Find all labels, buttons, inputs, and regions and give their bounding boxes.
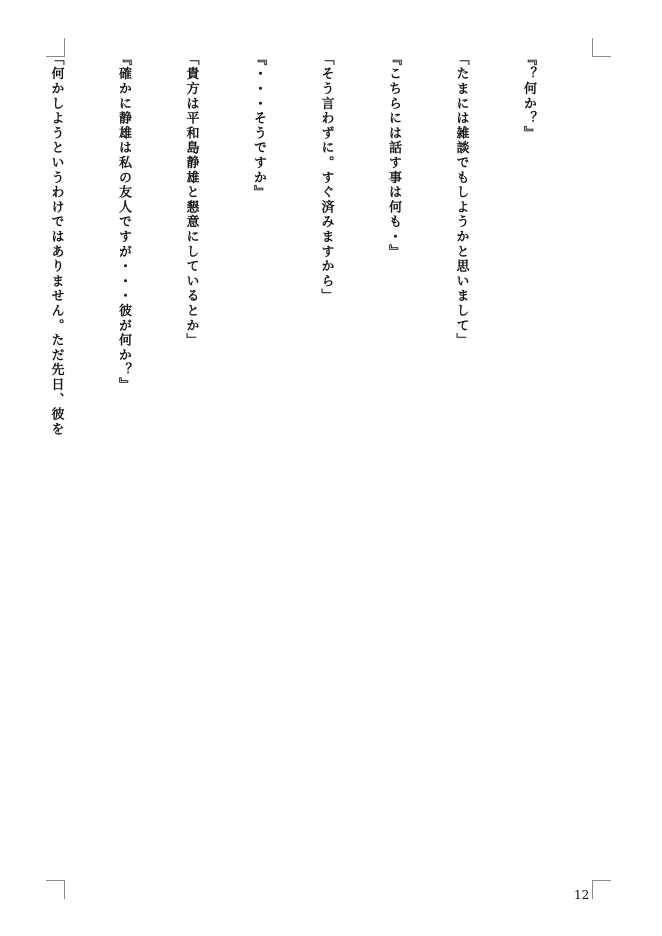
text-line: 『？何か？』	[521, 52, 536, 141]
text-line: 「たまには雑談でもしようかと思いまして」	[453, 52, 469, 348]
text-line: 「貴方は平和島静雄と懇意にしているとか」	[183, 52, 199, 348]
text-line: 「何かしようというわけではありません。ただ先日、彼を	[48, 52, 64, 437]
page-number: 12	[574, 888, 590, 902]
crop-mark-bottom-left	[46, 880, 65, 899]
text-line: 『確かに静雄は私の友人ですが・・・彼が何か？』	[116, 52, 131, 393]
crop-mark-bottom-right	[592, 880, 611, 899]
text-line: 「そう言わずに。すぐ済みますから」	[318, 52, 334, 304]
text-line: 『こちらには話す事は何も・』	[386, 52, 401, 260]
text-line: 『・・・そうですか』	[251, 52, 266, 200]
crop-mark-top-right	[592, 38, 611, 57]
vertical-text-body	[48, 52, 584, 872]
